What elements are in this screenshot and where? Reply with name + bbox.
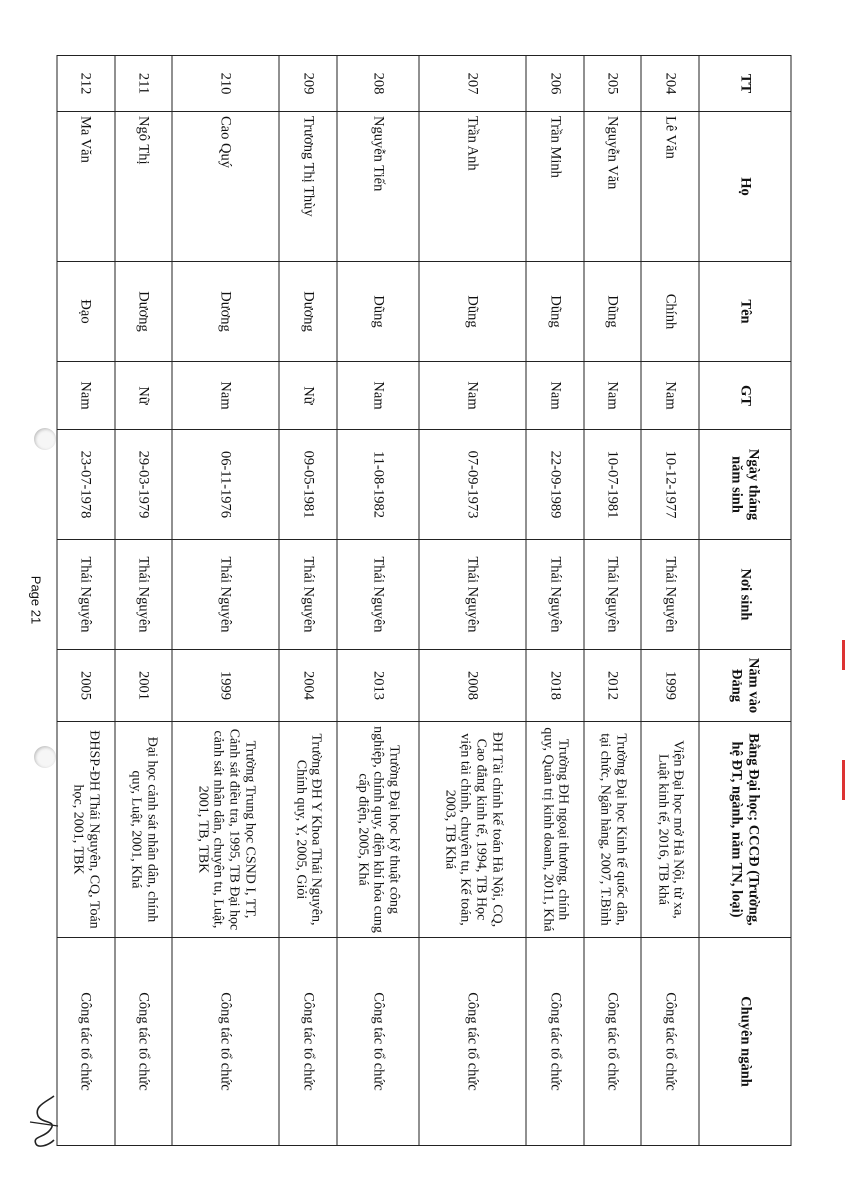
table-row (584, 56, 642, 1146)
cell-ngay-sinh: 06-11-1976 (172, 430, 279, 540)
cell-gt: Nam (641, 362, 699, 430)
cell-ngay-sinh: 10-07-1981 (584, 430, 642, 540)
cell-bang: Trường ĐH ngoại thương, chính quy, Quản trị kinh doanh, 2011, Khá (526, 722, 584, 938)
cell-ten: Dương (279, 262, 337, 362)
cell-tt: 206 (526, 56, 584, 112)
header-nam-dang: Năm vào Đảng (699, 650, 791, 722)
cell-gt: Nam (419, 362, 526, 430)
cell-ho: Cao Quý (172, 112, 279, 262)
header-row (699, 56, 791, 1146)
cell-chuyen-nganh: Công tác tổ chức (419, 938, 526, 1146)
cell-ho: Nguyễn Văn (584, 112, 642, 262)
table-row (419, 56, 526, 1146)
cell-chuyen-nganh: Công tác tổ chức (115, 938, 173, 1146)
cell-ten: Dũng (337, 262, 419, 362)
cell-chuyen-nganh: Công tác tổ chức (526, 938, 584, 1146)
cell-ho: Ma Văn (57, 112, 115, 262)
cell-ten: Chính (641, 262, 699, 362)
table-row (526, 56, 584, 1146)
cell-ngay-sinh: 22-09-1989 (526, 430, 584, 540)
cell-ho: Ngô Thị (115, 112, 173, 262)
table-row (279, 56, 337, 1146)
cell-gt: Nữ (115, 362, 173, 430)
cell-ho: Lê Văn (641, 112, 699, 262)
cell-gt: Nam (584, 362, 642, 430)
table-row (641, 56, 699, 1146)
header-bang: Bằng Đại học; CCCĐ (Trường, hệ ĐT, ngành, năm TN, loại) (699, 722, 791, 938)
cell-nam-dang: 2008 (419, 650, 526, 722)
cell-ten: Dũng (419, 262, 526, 362)
cell-bang: Trường Đại học kỹ thuật công nghiệp, chính quy, điện khí hóa cung cấp điện, 2005, Khá (337, 722, 419, 938)
cell-chuyen-nganh: Công tác tổ chức (57, 938, 115, 1146)
cell-ho: Trần Minh (526, 112, 584, 262)
cell-bang: Trường ĐH Y Khoa Thái Nguyên, Chính quy, Y, 2005, Giỏi (279, 722, 337, 938)
page-footer: Page 21 (28, 575, 44, 625)
cell-nam-dang: 2005 (57, 650, 115, 722)
cell-nam-dang: 2013 (337, 650, 419, 722)
cell-noi-sinh: Thái Nguyên (641, 540, 699, 650)
cell-tt: 208 (337, 56, 419, 112)
header-ngay-sinh: Ngày tháng năm sinh (699, 430, 791, 540)
cell-nam-dang: 2018 (526, 650, 584, 722)
cell-gt: Nam (172, 362, 279, 430)
cell-chuyen-nganh: Công tác tổ chức (172, 938, 279, 1146)
cell-noi-sinh: Thái Nguyên (584, 540, 642, 650)
cell-gt: Nam (337, 362, 419, 430)
table-row (172, 56, 279, 1146)
cell-tt: 204 (641, 56, 699, 112)
cell-ho: Trần Anh (419, 112, 526, 262)
cell-tt: 205 (584, 56, 642, 112)
punch-hole-bottom (34, 746, 56, 768)
cell-ngay-sinh: 23-07-1978 (57, 430, 115, 540)
cell-noi-sinh: Thái Nguyên (57, 540, 115, 650)
cell-ho: Trương Thị Thùy (279, 112, 337, 262)
cell-nam-dang: 1999 (641, 650, 699, 722)
cell-ten: Dũng (526, 262, 584, 362)
cell-bang: ĐHSP-ĐH Thái Nguyên, CQ, Toán học, 2001, TBK (57, 722, 115, 938)
cell-noi-sinh: Thái Nguyên (419, 540, 526, 650)
cell-ho: Nguyễn Tiến (337, 112, 419, 262)
cell-noi-sinh: Thái Nguyên (279, 540, 337, 650)
cell-ten: Dương (172, 262, 279, 362)
header-noi-sinh: Nơi sinh (699, 540, 791, 650)
header-chuyen-nganh: Chuyên ngành (699, 938, 791, 1146)
cell-ngay-sinh: 29-03-1979 (115, 430, 173, 540)
cell-ngay-sinh: 11-08-1982 (337, 430, 419, 540)
header-ho: Họ (699, 112, 791, 262)
cell-ngay-sinh: 10-12-1977 (641, 430, 699, 540)
cell-noi-sinh: Thái Nguyên (526, 540, 584, 650)
cell-nam-dang: 2012 (584, 650, 642, 722)
personnel-table (57, 55, 792, 1146)
cell-bang: Trường Trung học CSND I, TT, Cảnh sát điều tra, 1995, TB Đại học cảnh sát nhân dân, chuyên tu, Luật, 2001, TB, TBK (172, 722, 279, 938)
cell-noi-sinh: Thái Nguyên (172, 540, 279, 650)
cell-bang: Đại học cảnh sát nhân dân, chính quy, Luật, 2001, Khá (115, 722, 173, 938)
rotated-table-wrapper (57, 55, 792, 1145)
cell-ten: Dương (115, 262, 173, 362)
edge-mark (842, 640, 845, 670)
cell-tt: 212 (57, 56, 115, 112)
cell-gt: Nam (57, 362, 115, 430)
header-tt: TT (699, 56, 791, 112)
cell-bang: Trường Đại học Kinh tế quốc dân, tại chức, Ngân hàng, 2007, T.Bình (584, 722, 642, 938)
cell-ten: Dũng (584, 262, 642, 362)
cell-tt: 211 (115, 56, 173, 112)
header-ten: Tên (699, 262, 791, 362)
cell-ngay-sinh: 07-09-1973 (419, 430, 526, 540)
header-gt: GT (699, 362, 791, 430)
cell-ngay-sinh: 09-05-1981 (279, 430, 337, 540)
cell-nam-dang: 2001 (115, 650, 173, 722)
cell-chuyen-nganh: Công tác tổ chức (584, 938, 642, 1146)
cell-tt: 210 (172, 56, 279, 112)
cell-noi-sinh: Thái Nguyên (115, 540, 173, 650)
punch-hole-top (34, 428, 56, 450)
table-row (57, 56, 115, 1146)
table-row (115, 56, 173, 1146)
table-row (337, 56, 419, 1146)
cell-chuyen-nganh: Công tác tổ chức (641, 938, 699, 1146)
cell-nam-dang: 1999 (172, 650, 279, 722)
cell-bang: Viện Đại học mở Hà Nội, từ xa, Luật kinh tế, 2016, TB khá (641, 722, 699, 938)
cell-noi-sinh: Thái Nguyên (337, 540, 419, 650)
edge-mark (842, 760, 845, 800)
cell-chuyen-nganh: Công tác tổ chức (337, 938, 419, 1146)
cell-tt: 207 (419, 56, 526, 112)
cell-gt: Nam (526, 362, 584, 430)
cell-nam-dang: 2004 (279, 650, 337, 722)
cell-ten: Đạo (57, 262, 115, 362)
cell-gt: Nữ (279, 362, 337, 430)
cell-bang: ĐH Tài chính kế toán Hà Nội, CQ, Cao đẳng kinh tế, 1994, TB Học viện tài chính, chuyên tu, Kế toán, 2003, TB Khá (419, 722, 526, 938)
cell-tt: 209 (279, 56, 337, 112)
cell-chuyen-nganh: Công tác tổ chức (279, 938, 337, 1146)
